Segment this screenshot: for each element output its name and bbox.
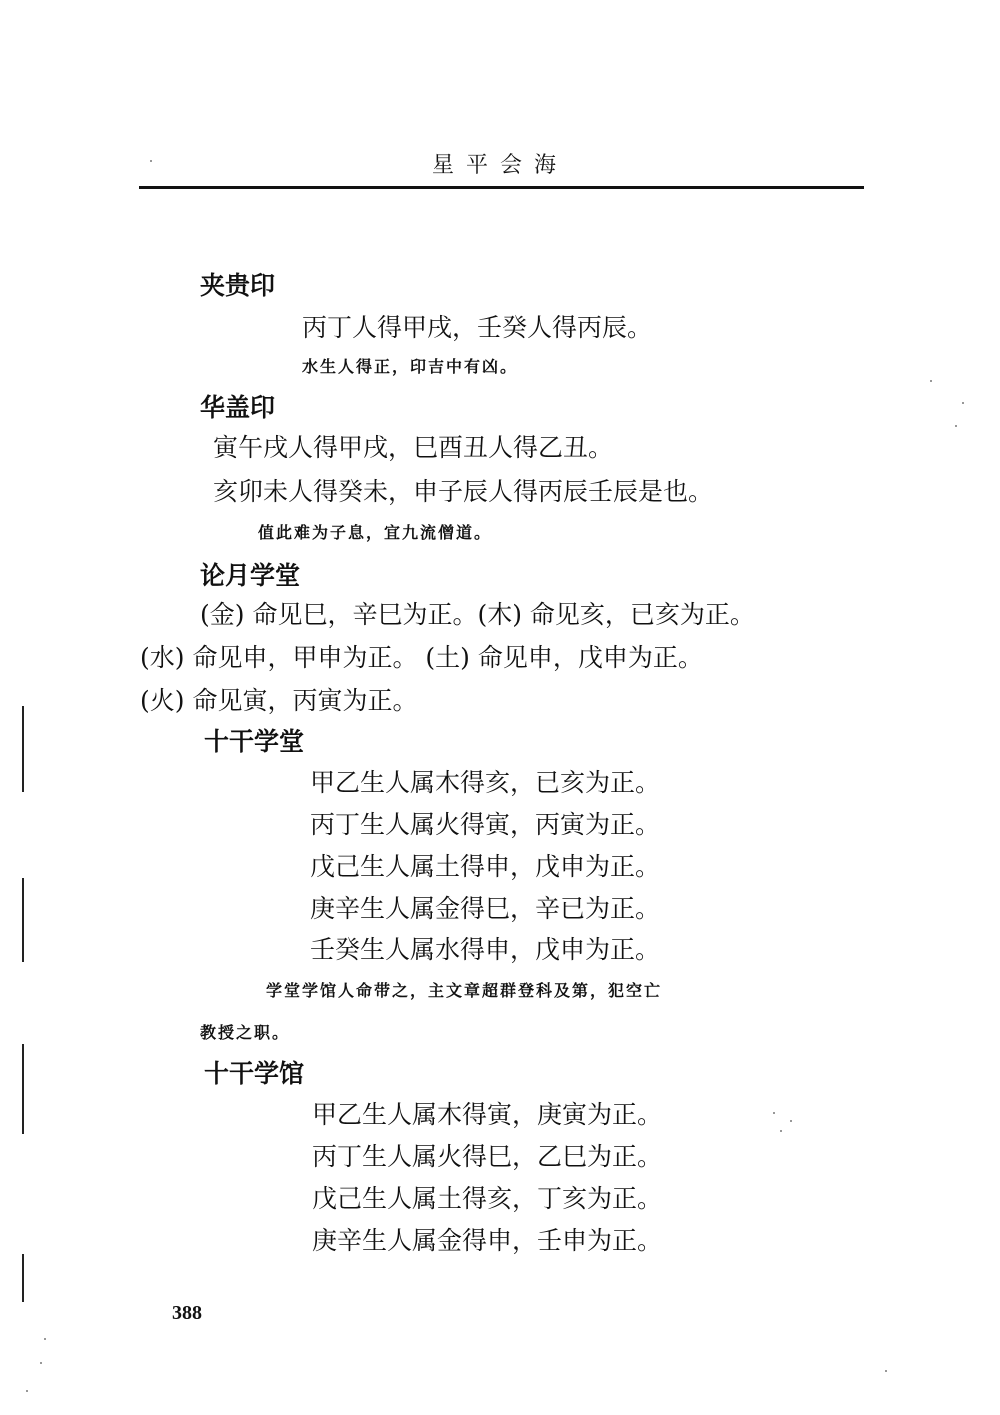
text-line: (火) 命见寅，丙寅为正。 <box>140 686 418 715</box>
text-line: 丙丁生人属火得寅，丙寅为正。 <box>310 810 661 839</box>
section-heading-shi-gan-xue-tang: 十干学堂 <box>204 727 305 756</box>
scan-speck <box>955 425 957 427</box>
text-line: 戊己生人属土得亥，丁亥为正。 <box>312 1184 663 1213</box>
section-heading-lun-yue-xue-tang: 论月学堂 <box>200 561 301 590</box>
annotation-note: 值此难为子息，宜九流僧道。 <box>258 523 493 542</box>
scan-speck <box>26 1390 28 1392</box>
scan-margin-mark <box>22 1254 24 1302</box>
text-line: 丙丁生人属火得巳，乙巳为正。 <box>312 1142 663 1171</box>
page-number: 388 <box>172 1302 202 1324</box>
scan-speck <box>885 1370 887 1372</box>
text-line: 戊己生人属土得申，戊申为正。 <box>310 852 661 881</box>
annotation-note: 学堂学馆人命带之，主文章超群登科及第，犯空亡 <box>266 981 663 1000</box>
scan-speck <box>150 160 152 162</box>
scan-speck <box>773 1112 775 1114</box>
header-rule <box>139 186 864 189</box>
section-heading-hua-gai-yin: 华盖印 <box>200 393 276 422</box>
text-line: 丙丁人得甲戌，壬癸人得丙辰。 <box>302 313 653 342</box>
section-heading-jia-gui-yin: 夹贵印 <box>200 271 276 300</box>
text-line: 甲乙生人属木得寅，庚寅为正。 <box>312 1100 663 1129</box>
scan-margin-mark <box>22 1044 24 1134</box>
section-heading-shi-gan-xue-guan: 十干学馆 <box>204 1059 305 1088</box>
text-line: 庚辛生人属金得巳，辛已为正。 <box>310 894 661 923</box>
text-line: 庚辛生人属金得申，壬申为正。 <box>312 1226 663 1255</box>
annotation-note: 教授之职。 <box>200 1023 291 1042</box>
scan-speck <box>780 1130 782 1132</box>
scan-margin-mark <box>22 706 24 792</box>
annotation-note: 水生人得正，印吉中有凶。 <box>302 357 519 376</box>
scan-speck <box>40 1362 42 1364</box>
scan-speck <box>962 402 964 404</box>
scan-margin-mark <box>22 878 24 962</box>
text-line: 亥卯未人得癸未，申子辰人得丙辰壬辰是也。 <box>213 477 714 506</box>
scan-speck <box>44 1338 46 1340</box>
text-line: (金) 命见巳，辛巳为正。(木) 命见亥，已亥为正。 <box>200 600 755 629</box>
scan-speck <box>790 1120 792 1122</box>
text-line: 甲乙生人属木得亥，已亥为正。 <box>310 768 661 797</box>
text-line: (水) 命见申，甲申为正。 (土) 命见申，戊申为正。 <box>140 643 703 672</box>
text-line: 寅午戌人得甲戌，巳酉丑人得乙丑。 <box>213 433 614 462</box>
scan-speck <box>930 380 932 382</box>
running-header: 星平会海 <box>431 153 568 178</box>
text-line: 壬癸生人属水得申，戊申为正。 <box>310 935 661 964</box>
